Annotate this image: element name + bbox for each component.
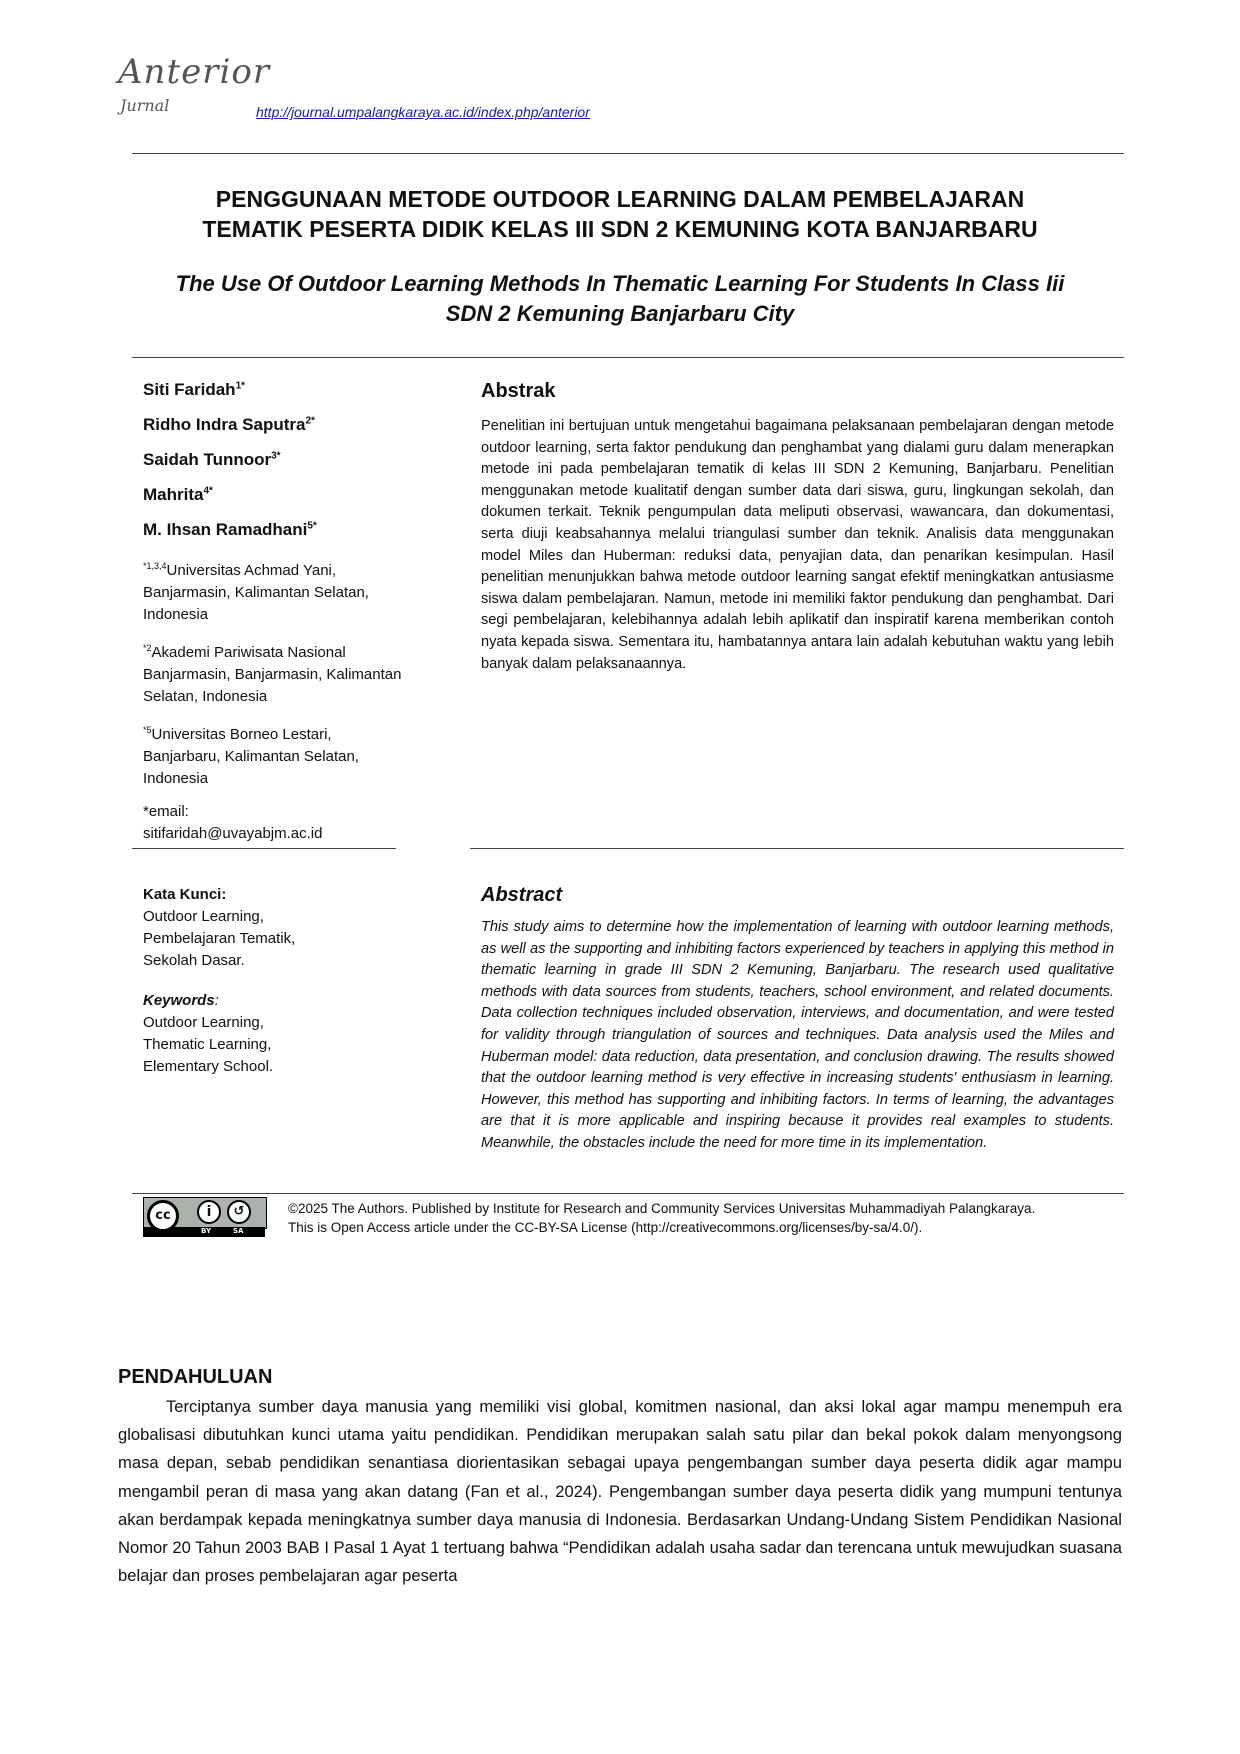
intro-paragraph: Terciptanya sumber daya manusia yang memiliki visi global, komitmen nasional, dan aksi lokal agar mampu menempuh era globalisasi dibutuhkan kunci utama yaitu pendidikan. Pendidikan merupakan salah satu pilar dan bekal pokok dalam menyongsong masa depan, sebab pendidikan senantiasa diorientasikan sebagai upaya pengembangan sumber daya peserta didik agar mampu mengambil peran di masa yang akan datang (Fan et al., 2024). Pengembangan sumber daya peserta didik yang mumpuni tentunya akan berdampak kepada meningkatnya sumber daya manusia di Indonesia. Berdasarkan Undang-Undang Sistem Pendidikan Nasional Nomor 20 Tahun 2003 BAB I Pasal 1 Ayat 1 tertuang bahwa “Pendidikan adalah usaha sadar dan terencana untuk mewujudkan suasana belajar dan proses pembelajaran agar peserta [118, 1397, 1123, 1586]
corresponding-email [143, 801, 403, 845]
affiliation: $^{*2}$Akademi Pariwisata Nasional Banjarmasin, Banjarmasin, Kalimantan Selatan, Indonesia [143, 643, 402, 705]
author: Mahrita$^{4*}$ [143, 485, 213, 504]
abstract-text: This study aims to determine how the implementation of learning with outdoor learning methods, as well as the supporting and inhibiting factors experienced by teachers in applying this method in thematic learning in grade III SDN 2 Kemuning, Banjarbaru. The research used qualitative methods with data sources from students, teachers, school environment, and related documents. Data collection techniques included observation, interviews, and documentation, and were tested for validity through triangulation of sources and techniques. Data analysis used the Miles and Huberman model: data reduction, data presentation, and conclusion drawing. The results showed that the outdoor learning method is very effective in increasing students' enthusiasm in learning. However, this method has supporting and inhibiting factors. In terms of learning, the advantages are that it is more applicable and inspiring because it provides real examples to students. Meanwhile, the obstacles include the need for more time in its implementation. [481, 919, 1114, 1151]
author: M. Ihsan Ramadhani$^{5*}$ [143, 520, 317, 539]
kata-kunci-list [143, 906, 393, 972]
left-rule-1 [132, 848, 396, 849]
share-alike-icon: ↺ [227, 1200, 251, 1224]
paper-subtitle-line-1: The Use Of Outdoor Learning Methods In Thematic Learning For Students In Class Iii [175, 271, 1065, 296]
right-rule-1 [470, 848, 1124, 849]
title-rule [132, 357, 1124, 358]
journal-logo: Anterior [118, 52, 271, 92]
sa-label: SA [233, 1227, 244, 1235]
journal-url-link[interactable]: http://journal.umpalangkaraya.ac.id/index.php/anterior [256, 104, 590, 120]
email-label: *email: [143, 803, 189, 820]
attribution-icon: i [197, 1200, 221, 1224]
license-line-1: ©2025 The Authors. Published by Institute for Research and Community Services Universitas Muhammadiyah Palangkaraya. [288, 1201, 1036, 1216]
abstrak-text: Penelitian ini bertujuan untuk mengetahui bagaimana pelaksanaan pembelajaran dengan metode outdoor learning, serta faktor pendukung dan penghambat yang dialami guru dalam menerapkan metode ini pada pembelajaran tematik di kelas III SDN 2 Kemuning, Banjarbaru. Penelitian menggunakan metode kualitatif dengan sumber data dari siswa, guru, lingkungan sekolah, dan dokumen terkait. Teknik pengumpulan data meliputi observasi, wawancara, dan dokumentasi, serta diuji keabsahannya melalui triangulasi sumber dan teknik. Analisis data menggunakan model Miles dan Huberman: reduksi data, penyajian data, dan penarikan kesimpulan. Hasil penelitian menunjukkan bahwa metode outdoor learning sangat efektif meningkatkan antusiasme siswa dalam pembelajaran. Namun, metode ini memiliki faktor pendukung dan penghambat. Dari segi pembelajaran, kelebihannya adalah lebih aplikatif dan inspiratif karena memberikan contoh nyata kepada siswa. Sementara itu, hambatannya antara lain adalah kebutuhan waktu yang lebih banyak dalam pelaksanaannya. [481, 418, 1114, 672]
license-line-2: This is Open Access article under the CC-BY-SA License (http://creativecommons.org/licenses/by-sa/4.0/). [288, 1220, 923, 1235]
license-rule [132, 1193, 1124, 1194]
author-list [143, 380, 403, 856]
author: Ridho Indra Saputra$^{2*}$ [143, 415, 315, 434]
kata-kunci-heading: Kata Kunci: [143, 886, 227, 903]
affiliation: $^{*1,3,4}$Universitas Achmad Yani, Banjarmasin, Kalimantan Selatan, Indonesia [143, 561, 369, 623]
abstrak-heading: Abstrak [481, 380, 556, 402]
affiliation: $^{*5}$Universitas Borneo Lestari, Banjarbaru, Kalimantan Selatan, Indonesia [143, 725, 359, 787]
email-address: sitifaridah@uvayabjm.ac.id [143, 825, 323, 842]
journal-logo-sub: Jurnal [120, 96, 170, 115]
keyword-item: Thematic Learning, [143, 1036, 272, 1053]
abstract-section [481, 884, 1114, 1155]
keyword-item: Outdoor Learning, [143, 908, 264, 925]
keyword-item: Elementary School. [143, 1058, 274, 1075]
keywords-list [143, 1012, 393, 1078]
paper-subtitle-line-2: SDN 2 Kemuning Banjarbaru City [445, 301, 795, 326]
paper-title [100, 184, 1140, 244]
license-text [288, 1199, 1124, 1237]
abstract-heading: Abstract [481, 884, 563, 906]
paper-title-line-1: PENGGUNAAN METODE OUTDOOR LEARNING DALAM PEMBELAJARAN [215, 186, 1025, 212]
keyword-item: Pembelajaran Tematik, [143, 930, 296, 947]
author: Saidah Tunnoor$^{3*}$ [143, 450, 281, 469]
keywords-section [143, 884, 393, 1078]
paper-title-line-2: TEMATIK PESERTA DIDIK KELAS III SDN 2 KEMUNING KOTA BANJARBARU [202, 216, 1038, 242]
keywords-heading: Keywords: [143, 992, 219, 1009]
author: Siti Faridah$^{1*}$ [143, 380, 246, 399]
paper-subtitle [100, 269, 1140, 329]
by-label: BY [201, 1227, 212, 1235]
header-rule [132, 153, 1124, 154]
keyword-item: Outdoor Learning, [143, 1014, 264, 1031]
cc-by-sa-badge [143, 1197, 265, 1237]
cc-icon: cc [147, 1200, 179, 1232]
abstrak-section [481, 380, 1114, 675]
section-heading-pendahuluan: PENDAHULUAN [118, 1366, 273, 1388]
keyword-item: Sekolah Dasar. [143, 952, 245, 969]
